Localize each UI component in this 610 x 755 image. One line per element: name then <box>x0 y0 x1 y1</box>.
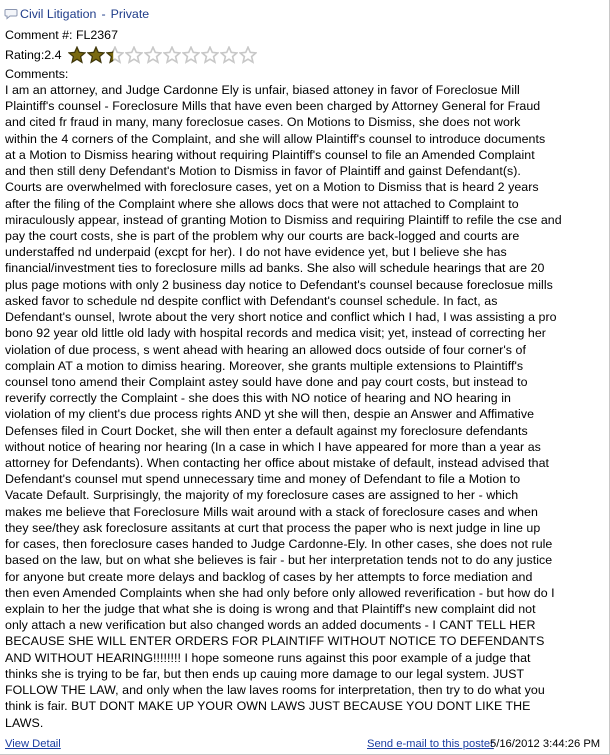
comment-body: I am an attorney, and Judge Cardonne Ely is unfair, biased attoney in favor of Foreclosue Mill Plaintiff's counsel - Foreclosure Mills that have even been charged by Attorney General for Fraud and cited fr fraud in many, many foreclosue cases. On Motions to Dismiss, she does not work within the 4 corners of the Complaint, and she will allow Plaintiff's counsel to introduce documents at a Motion to Dismiss hearing without requiring Plaintiff's counsel to file an Amended Complaint and then still deny Defendant's Motion to Dismiss in favor of Plaintiff and gainst Defendant(s). Courts are overwhelmed with foreclosure cases, yet on a Motion to Dismiss that is heard 2 years after the filing of the Complaint where she allows docs that were not attached to Complaint to miraculously appear, instead of granting Motion to Dismiss and requiring Plaintiff to refile the cse and pay the court costs, she is part of the problem why our courts are back-logged and courts are understaffed nd underpaid (excpt for her). I do not have evidence yet, but I believe she has financial/investment ties to foreclosure mills ad banks. She also will schedule hearings that are 20 plus page motions with only 2 business day notice to Defendant's counsel because foreclosue mills asked favor to schedule nd despite conflict with Defendant's counsel schedule. In fact, as Defendant's ounsel, lwrote about the very short notice and conflict which I had, I was assisting a pro bono 92 year old little old lady with hospital records and medica visit; yet, instead of correcting her violation of due process, s went ahead with hearing an allowed docs outside of four corner's of complain AT a motion to dimiss hearing. Moreover, she grants multiple extensions to Plaintiff's counsel tono amend their Complaint astey sould have done and pay court costs, but instead to reverify correctly the Complaint - she does this with NO notice of hearing and NO hearing in violation of my client's due process rights AND yt she will then, despie an Answer and Affimative Defenses filed in Court Docket, she will then enter a default against my foreclosure defendants without notice of hearing nor hearing (In a case in which I have appeared for more than a year as attorney for Defendants). When contacting her office about mistake of default, instead advised that Defendant's counsel mut spend unnecessary time and money of Defendant to file a Motion to Vacate Default. Surprisingly, the majority of my foreclosure cases are assigned to her - which makes me believe that Foreclosure Mills wait around with a stack of foreclosure cases and when they see/they ask foreclosure assitants at curt that process the paper who is next judge in line up for cases, then foreclosure cases handed to Judge Cardonne-Ely. In other cases, she does not rule based on the law, but on what she believes is fair - but her interpretation tends not to do any justice for anyone but create more delays and backlog of cases by her attempts to force mediation and then even Amended Complaints when she had only before only allowed reverification - but how do I explain to her the judge that what she is doing is wrong and that Plaintiff's new complaint did not only attach a new verification but also changed words an added documents - I CANT TELL HER BECAUSE SHE WILL ENTER ORDERS FOR PLAINTIFF WITHOUT NOTICE TO DEFENDANTS AND WITHOUT HEARING!!!!!!!! I hope someone runs against this poor example of a judge that thinks she is trying to be far, but then ends up cauing more damage to our legal system. JUST FOLLOW THE LAW, and only when the law laves rooms for interpretation, then try to do what you think is fair. BUT DONT MAKE UP YOUR OWN LAWS JUST BECAUSE YOU DONT LIKE THE LAWS. <box>5 83 562 730</box>
star-filled-icon <box>68 46 86 64</box>
star-empty-icon <box>163 46 181 64</box>
star-empty-icon <box>239 46 257 64</box>
comment-footer <box>0 737 606 753</box>
category-label: Civil Litigation <box>20 7 97 21</box>
comment-number-value: FL2367 <box>75 28 118 42</box>
rating-row <box>5 42 257 64</box>
comment-number-label: Comment #: <box>5 28 73 42</box>
header-separator: - <box>101 7 106 21</box>
rating-stars <box>68 46 257 64</box>
post-timestamp: 5/16/2012 3:44:26 PM <box>490 738 601 750</box>
star-filled-icon <box>87 46 105 64</box>
comment-header <box>4 6 149 22</box>
send-email-link[interactable]: Send e-mail to this poster <box>367 738 494 750</box>
star-filled-icon <box>106 46 124 64</box>
visibility-label: Private <box>110 7 150 21</box>
star-empty-icon <box>144 46 162 64</box>
star-empty-icon <box>182 46 200 64</box>
rating-label-text: Rating: <box>5 48 45 62</box>
star-empty-icon <box>220 46 238 64</box>
star-empty-icon <box>125 46 143 64</box>
view-detail-link[interactable]: View Detail <box>5 738 61 750</box>
comment-number-row <box>5 28 118 42</box>
comments-label: Comments: <box>5 67 69 81</box>
rating-value: 2.4 <box>44 48 62 62</box>
chat-bubble-icon <box>4 8 18 20</box>
star-empty-icon <box>201 46 219 64</box>
rating-label <box>5 48 62 62</box>
